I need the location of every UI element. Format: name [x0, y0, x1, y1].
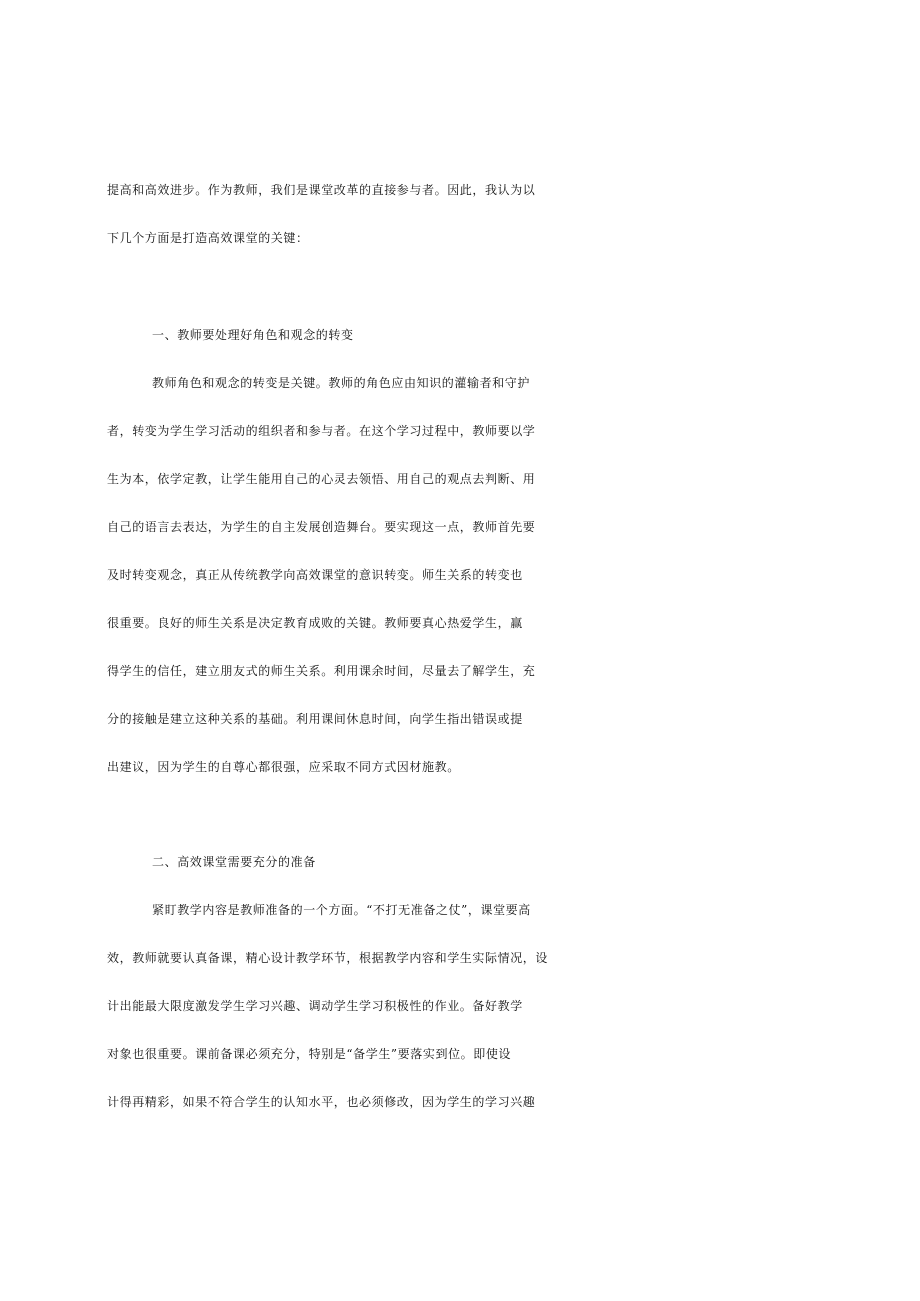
intro-line-1: 提高和高效进步。作为教师，我们是课堂改革的直接参与者。因此，我认为以	[107, 183, 536, 197]
intro-line-2: 下几个方面是打造高效课堂的关键：	[107, 231, 309, 245]
section-1-line-5: 及时转变观念，真正从传统教学向高效课堂的意识转变。师生关系的转变也	[107, 568, 523, 582]
section-2-line-5: 计得再精彩，如果不符合学生的认知水平，也必须修改，因为学生的学习兴趣	[107, 1095, 536, 1109]
section-1-line-6: 很重要。良好的师生关系是决定教育成败的关键。教师要真心热爱学生，赢	[107, 616, 523, 630]
section-1-line-1: 教师角色和观念的转变是关键。教师的角色应由知识的灌输者和守护	[152, 376, 531, 390]
section-1-line-4: 自己的语言去表达，为学生的自主发展创造舞台。要实现这一点，教师首先要	[107, 520, 536, 534]
section-2-line-1: 紧盯教学内容是教师准备的一个方面。“不打无准备之仗”，课堂要高	[152, 903, 531, 917]
section-1-line-9: 出建议，因为学生的自尊心都很强，应采取不同方式因材施教。	[107, 760, 460, 774]
section-2-line-4: 对象也很重要。课前备课必须充分，特别是“备学生”要落实到位。即使设	[107, 1047, 512, 1061]
section-1-line-3: 生为本，依学定教，让学生能用自己的心灵去领悟、用自己的观点去判断、用	[107, 472, 536, 486]
section-1-line-7: 得学生的信任，建立朋友式的师生关系。利用课余时间，尽量去了解学生，充	[107, 664, 536, 678]
section-1-line-2: 者，转变为学生学习活动的组织者和参与者。在这个学习过程中，教师要以学	[107, 424, 536, 438]
section-2-line-2: 效，教师就要认真备课，精心设计教学环节，根据教学内容和学生实际情况，设	[107, 951, 549, 965]
section-1-line-8: 分的接触是建立这种关系的基础。利用课间休息时间，向学生指出错误或提	[107, 712, 523, 726]
section-2-line-3: 计出能最大限度激发学生学习兴趣、调动学生学习积极性的作业。备好教学	[107, 999, 523, 1013]
section-1-heading: 一、教师要处理好角色和观念的转变	[152, 328, 354, 342]
section-2-heading: 二、高效课堂需要充分的准备	[152, 855, 316, 869]
